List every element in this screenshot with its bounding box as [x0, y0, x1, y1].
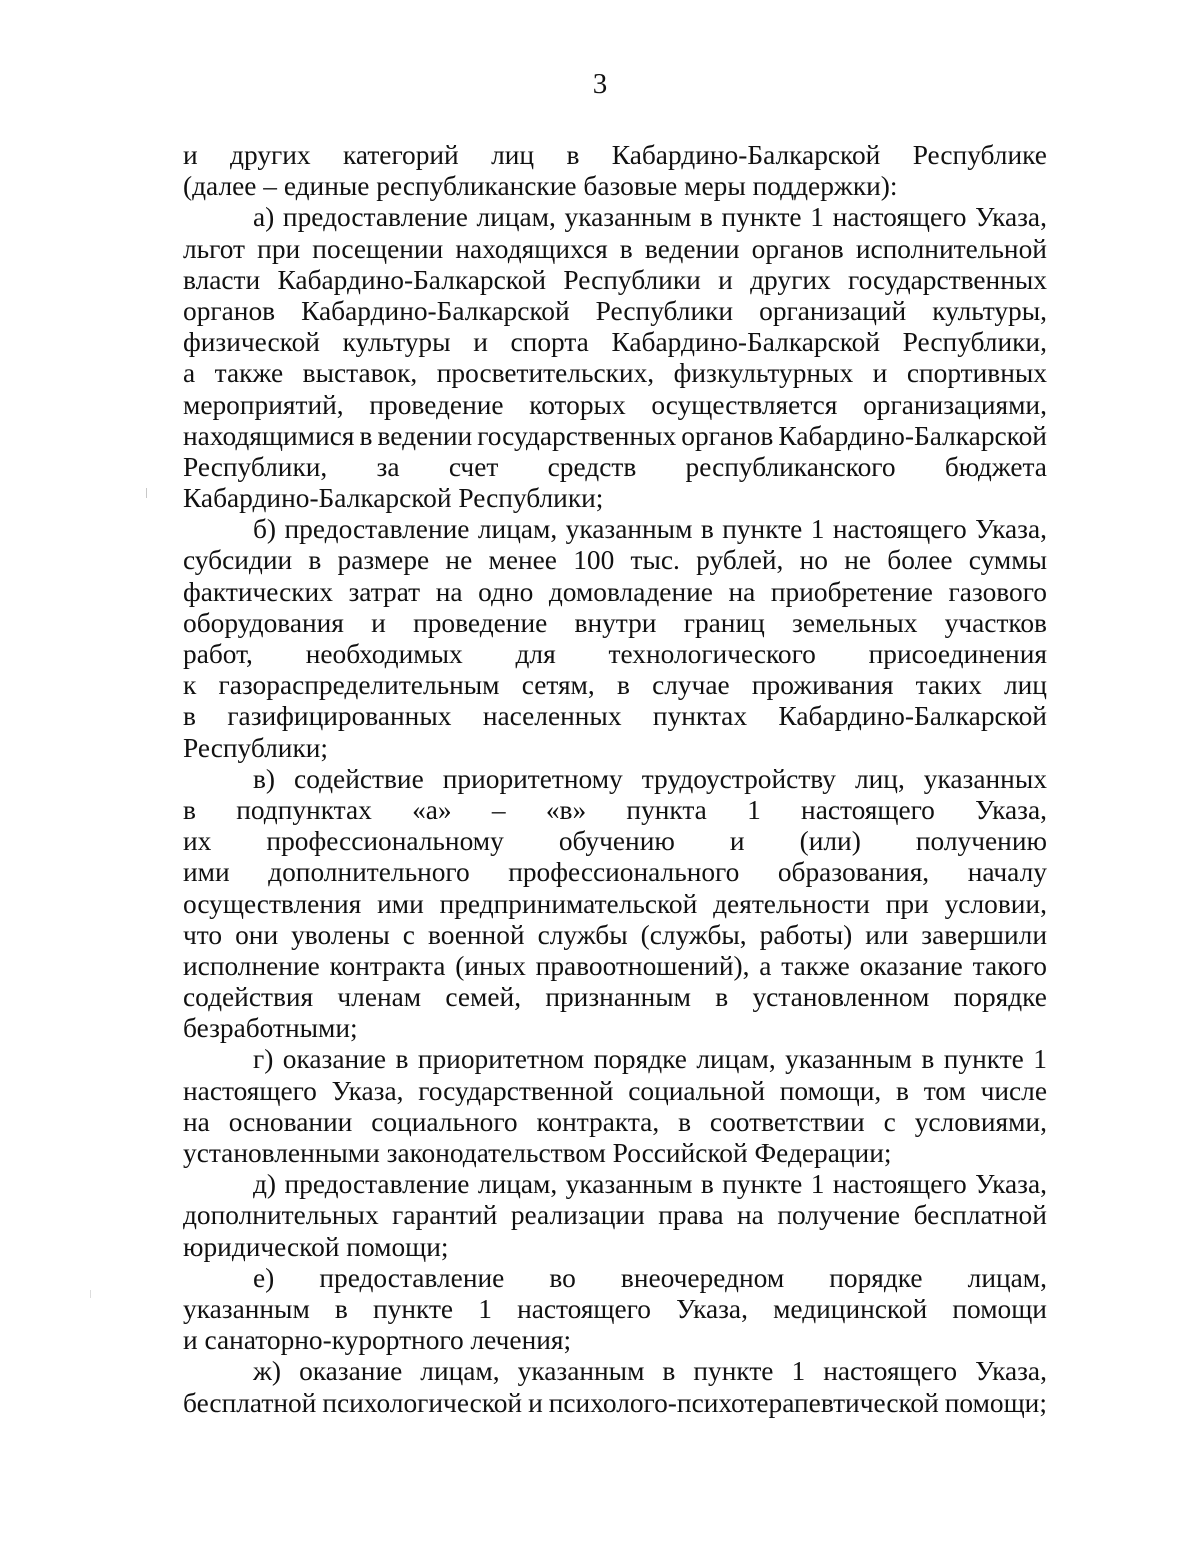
paragraph-first-line: а) предоставление лицам, указанным в пункте 1 настоящего Указа, — [253, 202, 1047, 233]
text-line: безработными; — [183, 1013, 358, 1044]
text-line: что они уволены с военной службы (службы, работы) или завершили — [183, 919, 1047, 950]
text-line: дополнительных гарантий реализации права на получение бесплатной — [183, 1200, 1047, 1231]
text-line: органов Кабардино-Балкарской Республики организаций культуры, — [183, 295, 1047, 326]
paragraph-first-line: ж) оказание лицам, указанным в пункте 1 настоящего Указа, — [253, 1356, 1047, 1387]
text-line: и санаторно-курортного лечения; — [183, 1325, 572, 1356]
text-line: мероприятий, проведение которых осуществляется организациями, — [183, 389, 1047, 420]
text-line: осуществления ими предпринимательской деятельности при условии, — [183, 888, 1047, 919]
text-line: работ, необходимых для технологического присоединения — [183, 639, 1047, 669]
text-line: бесплатной психологической и психолого-психотерапевтической помощи; — [183, 1387, 1047, 1418]
text-line: указанным в пункте 1 настоящего Указа, медицинской помощи — [183, 1293, 1047, 1324]
text-line: в подпунктах «а» – «в» пункта 1 настоящего Указа, — [183, 794, 1047, 825]
document-body — [183, 140, 1047, 1419]
text-line: Республики, за счет средств республиканского бюджета — [183, 451, 1047, 482]
text-line: власти Кабардино-Балкарской Республики и других государственных — [183, 264, 1047, 295]
text-line: льгот при посещении находящихся в ведении органов исполнительной — [183, 233, 1047, 264]
text-line: Республики; — [183, 732, 329, 763]
page-number: 3 — [592, 68, 608, 100]
text-line: субсидии в размере не менее 100 тыс. рублей, но не более суммы — [183, 545, 1047, 576]
text-line: оборудования и проведение внутри границ земельных участков — [183, 607, 1047, 638]
paragraph-first-line: д) предоставление лицам, указанным в пункте 1 настоящего Указа, — [253, 1169, 1047, 1200]
text-line: установленными законодательством Российской Федерации; — [183, 1138, 892, 1168]
text-line: а также выставок, просветительских, физкультурных и спортивных — [183, 358, 1047, 389]
text-line: ими дополнительного профессионального образования, началу — [183, 857, 1047, 888]
text-line: Кабардино-Балкарской Республики; — [183, 483, 604, 514]
scan-margin-mark — [90, 1290, 91, 1298]
text-line: настоящего Указа, государственной социальной помощи, в том числе — [183, 1075, 1047, 1106]
text-line: (далее – единые республиканские базовые меры поддержки): — [183, 171, 898, 202]
text-line: фактических затрат на одно домовладение на приобретение газового — [183, 576, 1047, 607]
paragraph-first-line: е) предоставление во внеочередном порядке лицам, — [253, 1262, 1047, 1293]
text-line: на основании социального контракта, в соответствии с условиями, — [183, 1106, 1047, 1137]
scan-margin-mark — [146, 488, 147, 498]
text-line: их профессиональному обучению и (или) получению — [183, 826, 1047, 857]
paragraph-first-line: г) оказание в приоритетном порядке лицам, указанным в пункте 1 — [253, 1044, 1047, 1075]
text-line: содействия членам семей, признанным в установленном порядке — [183, 982, 1047, 1013]
text-line: к газораспределительным сетям, в случае проживания таких лиц — [183, 670, 1047, 701]
text-line: исполнение контракта (иных правоотношений), а также оказание такого — [183, 950, 1047, 981]
paragraph-first-line: б) предоставление лицам, указанным в пункте 1 настоящего Указа, — [253, 514, 1047, 545]
paragraph-first-line: в) содействие приоритетному трудоустройству лиц, указанных — [253, 763, 1047, 794]
text-line: юридической помощи; — [183, 1231, 449, 1262]
text-line: и других категорий лиц в Кабардино-Балкарской Республике — [183, 140, 1047, 170]
text-line: в газифицированных населенных пунктах Кабардино-Балкарской — [183, 701, 1047, 732]
text-line: физической культуры и спорта Кабардино-Балкарской Республики, — [183, 327, 1047, 358]
text-line: находящимися в ведении государственных органов Кабардино-Балкарской — [183, 420, 1047, 451]
